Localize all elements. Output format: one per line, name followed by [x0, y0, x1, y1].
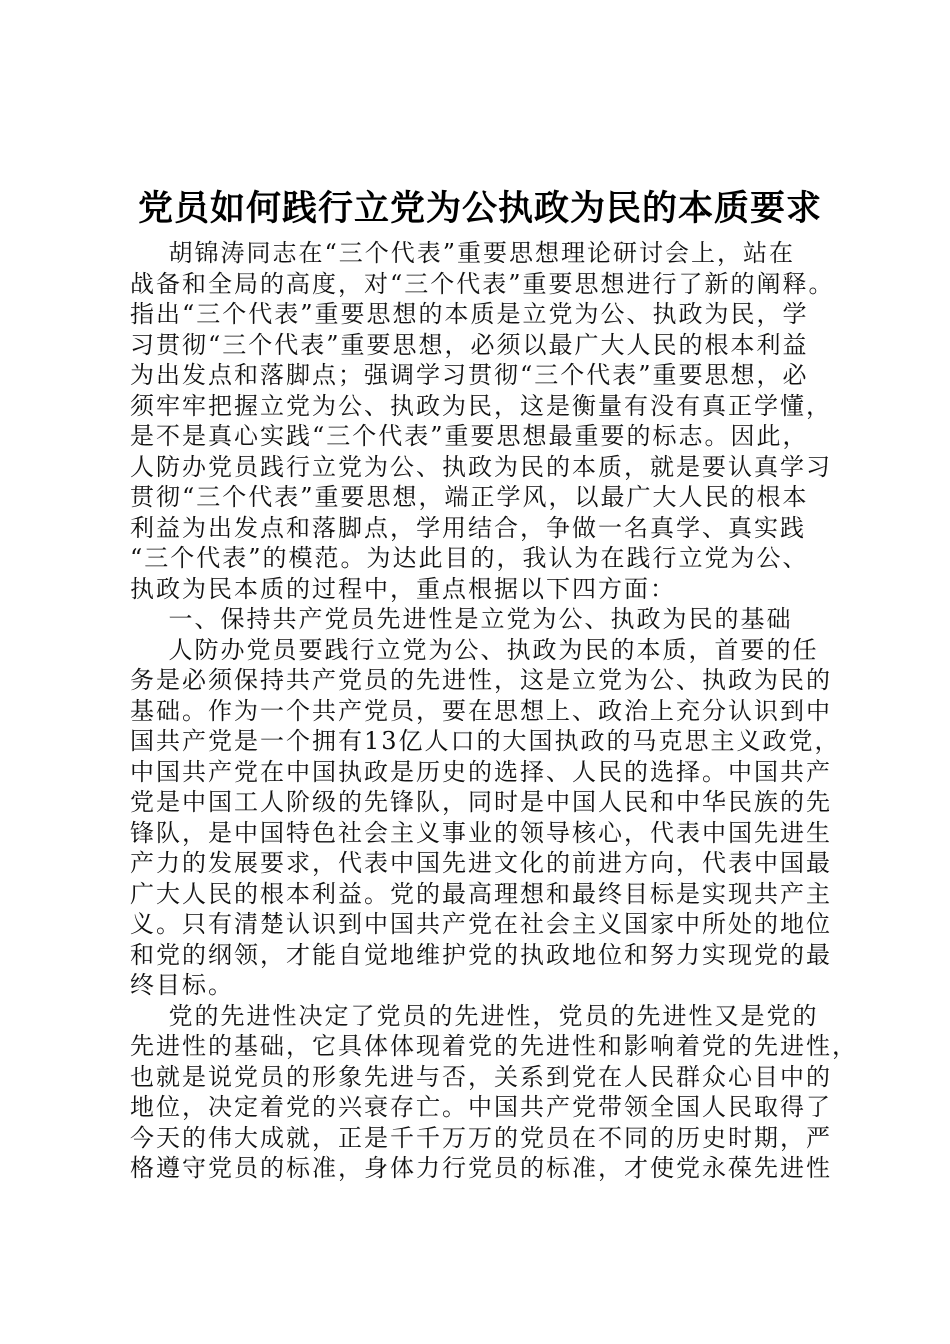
text-line: 习贯彻“三个代表”重要思想，必须以最广大人民的根本利益	[130, 330, 809, 359]
text-line: 也就是说党员的形象先进与否，关系到党在人民群众心目中的	[130, 1062, 832, 1091]
text-line: “三个代表”的模范。为达此目的，我认为在践行立党为公、	[130, 544, 809, 572]
text-line: 是不是真心实践“三个代表”重要思想最重要的标志。因此，	[130, 422, 809, 450]
text-line: 格遵守党员的标准，身体力行党员的标准，才使党永葆先进性	[130, 1154, 832, 1182]
text-line: 党是中国工人阶级的先锋队，同时是中国人民和中华民族的先	[130, 788, 832, 816]
text-line: 人防办党员要践行立党为公、执政为民的本质，首要的任	[130, 635, 819, 664]
text-line: 义。只有清楚认识到中国共产党在社会主义国家中所处的地位	[130, 910, 832, 938]
text-line: 广大人民的根本利益。党的最高理想和最终目标是实现共产主	[130, 879, 832, 908]
text-line: 地位，决定着党的兴衰存亡。中国共产党带领全国人民取得了	[130, 1093, 832, 1121]
document-title: 党员如何践行立党为公执政为民的本质要求	[137, 188, 822, 229]
text-line: 须牢牢把握立党为公、执政为民，这是衡量有没有真正学懂，	[130, 391, 832, 420]
text-line: 务是必须保持共产党员的先进性，这是立党为公、执政为民的	[130, 666, 832, 694]
text-line: 战备和全局的高度，对“三个代表”重要思想进行了新的阐释。	[130, 269, 835, 298]
text-line: 胡锦涛同志在“三个代表”重要思想理论研讨会上，站在	[130, 239, 796, 267]
text-line: 和党的纲领，才能自觉地维护党的执政地位和努力实现党的最	[130, 940, 832, 969]
text-line: 中国共产党在中国执政是历史的选择、人民的选择。中国共产	[130, 757, 832, 786]
text-line: 产力的发展要求，代表中国先进文化的前进方向，代表中国最	[130, 849, 832, 877]
text-line: 基础。作为一个共产党员，要在思想上、政治上充分认识到中	[130, 696, 832, 725]
text-line: 今天的伟大成就，正是千千万万的党员在不同的历史时期，严	[130, 1123, 832, 1152]
text-line: 人防办党员践行立党为公、执政为民的本质，就是要认真学习	[130, 452, 832, 481]
text-line: 锋队，是中国特色社会主义事业的领导核心，代表中国先进生	[130, 818, 832, 847]
text-line: 执政为民本质的过程中，重点根据以下四方面：	[130, 574, 676, 603]
text-line: 终目标。	[130, 971, 234, 999]
text-line: 先进性的基础，它具体体现着党的先进性和影响着党的先进性，	[130, 1032, 858, 1060]
document-body	[130, 238, 858, 1184]
text-line: 国共产党是一个拥有13亿人口的大国执政的马克思主义政党，	[130, 727, 841, 755]
text-line: 一、保持共产党员先进性是立党为公、执政为民的基础	[130, 605, 793, 633]
text-line: 党的先进性决定了党员的先进性，党员的先进性又是党的	[130, 1001, 819, 1030]
text-line: 为出发点和落脚点；强调学习贯彻“三个代表”重要思想，必	[130, 361, 809, 389]
text-line: 贯彻“三个代表”重要思想，端正学风，以最广大人民的根本	[130, 483, 809, 511]
text-line: 指出“三个代表”重要思想的本质是立党为公、执政为民，学	[130, 300, 809, 328]
text-line: 利益为出发点和落脚点，学用结合，争做一名真学、真实践	[130, 513, 806, 542]
